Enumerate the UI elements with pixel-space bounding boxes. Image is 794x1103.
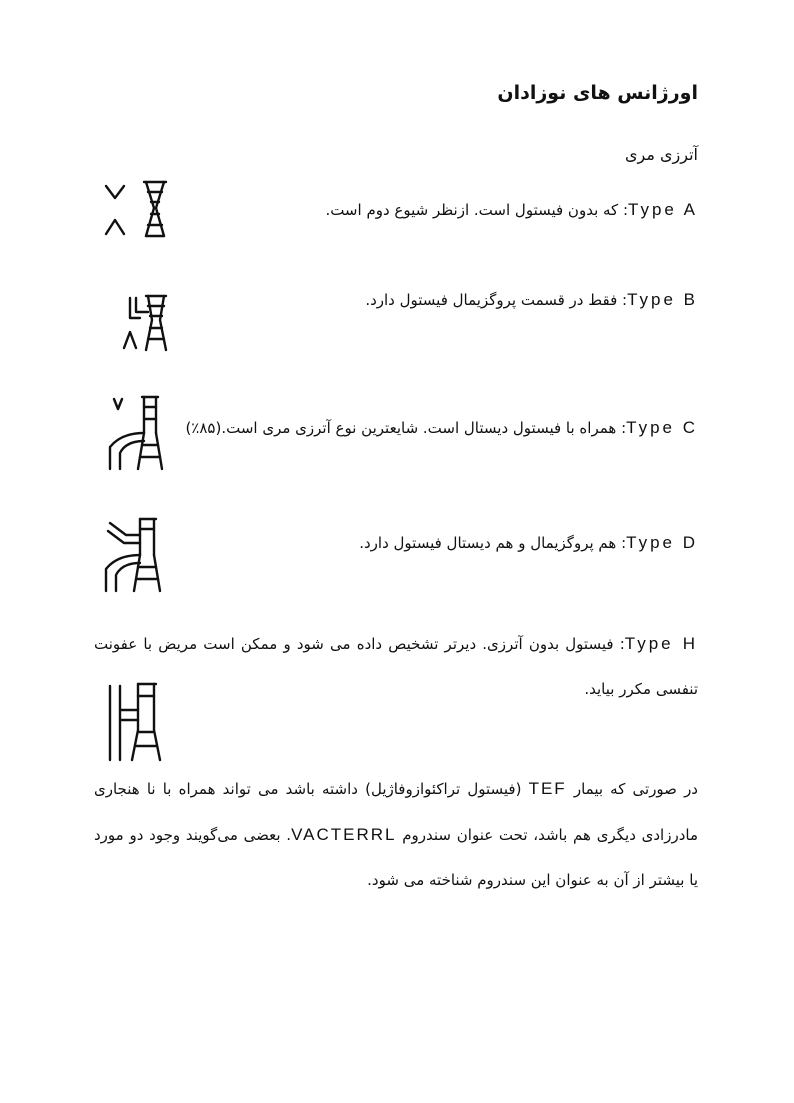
type-h-description [94,621,698,712]
section-subtitle: آترزی مری [625,145,698,164]
type-a-description [325,200,698,220]
paragraph-part-2: (فیستول تراکئوازوفاژیل) داشته باشد می تواند همراه با نا هنجاری مادرزادی دیگری هم باشد، تحت عنوان سندروم [94,780,698,844]
type-a-text: : که بدون فیستول است. ازنظر شیوع دوم است. [325,201,629,219]
type-b-text: : فقط در قسمت پروگزیمال فیستول دارد. [365,291,628,309]
type-h-text: : فیستول بدون آترزی. دیرتر تشخیص داده می شود و ممکن است مریض با عفونت تنفسی مکرر بیاید. [94,635,698,698]
type-c-diagram [100,393,172,473]
vacterl-term: VACTERRL [291,825,397,844]
type-d-label: Type D [626,533,698,552]
type-d-diagram [98,513,170,595]
paragraph-part-3: . بعضی می‌گویند وجود دو مورد یا بیشتر از آن به عنوان این سندروم شناخته می شود. [94,826,698,889]
page-title: اورژانس های نوزادان [497,82,698,104]
type-c-text: : همراه با فیستول دیستال است. شایعترین نوع آترزی مری است.(۸۵٪) [185,419,627,437]
paragraph-part-1: در صورتی که بیمار [566,780,698,798]
type-b-label: Type B [627,290,698,309]
type-h-diagram [100,680,170,766]
type-h-label: Type H [624,634,699,653]
type-d-text: : هم پروگزیمال و هم دیستال فیستول دارد. [359,534,627,552]
type-a-diagram [98,178,178,240]
type-b-description [365,290,698,310]
tef-term: TEF [528,779,567,798]
type-d-description [359,533,698,553]
type-a-label: Type A [628,200,698,219]
type-b-diagram [118,292,178,354]
type-c-label: Type C [626,418,698,437]
type-c-description [185,418,698,438]
vacterl-paragraph [94,766,698,903]
